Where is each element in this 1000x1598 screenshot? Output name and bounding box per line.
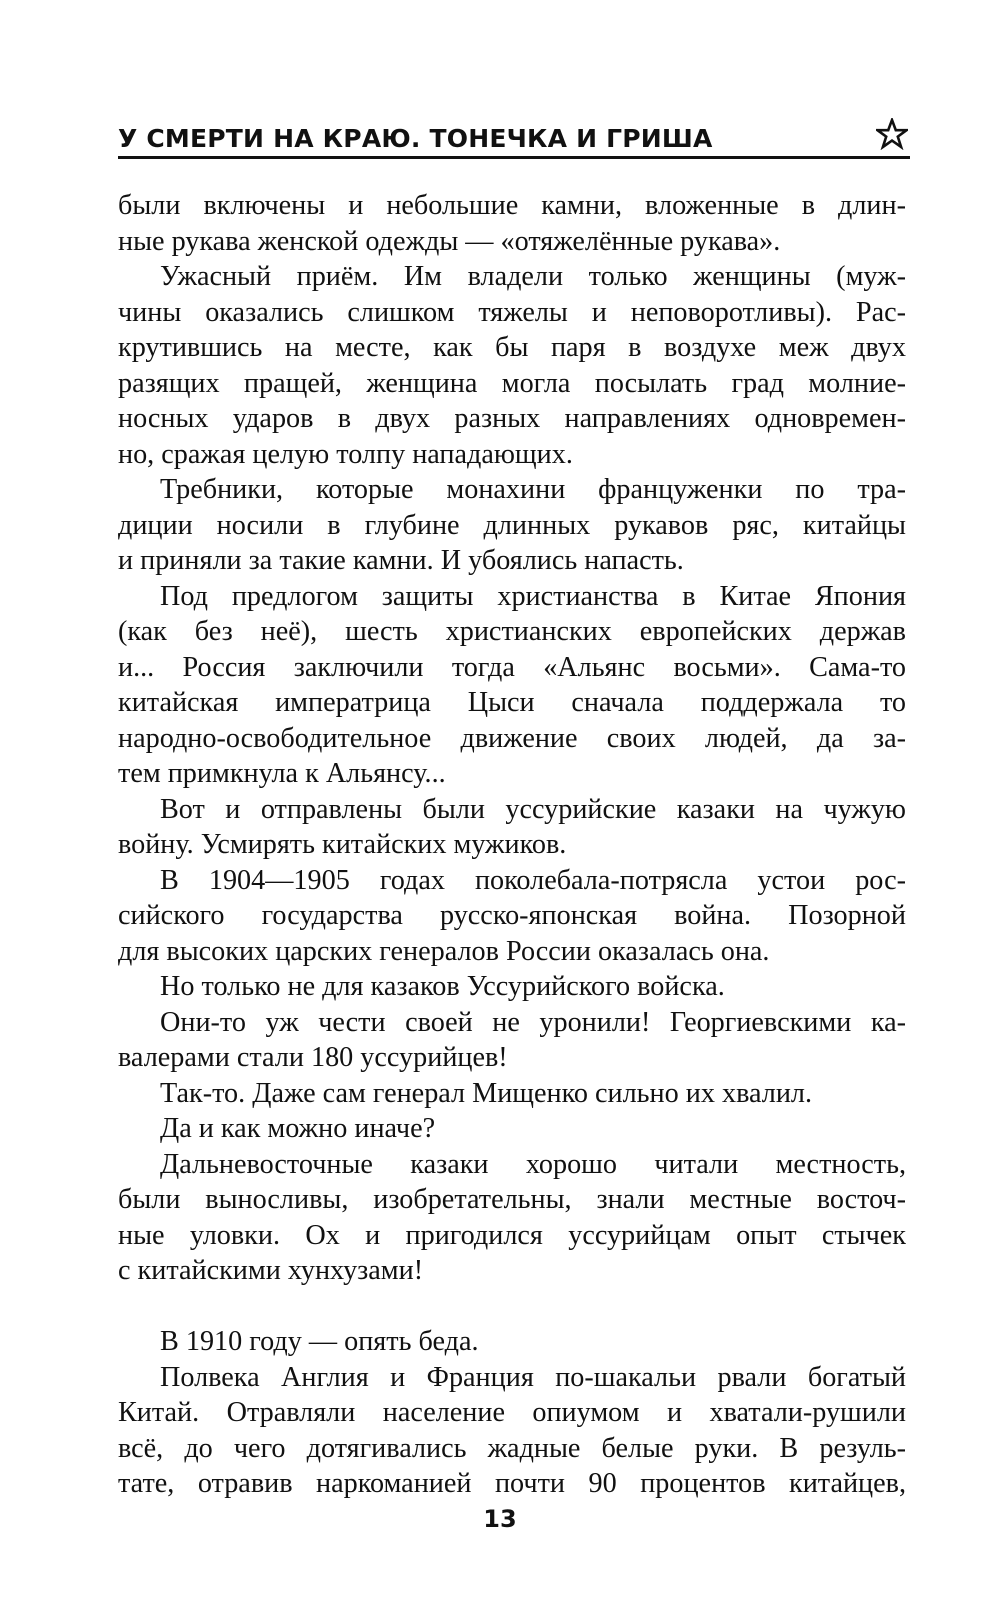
text-line: Ужасный приём. Им владели только женщины (муж- (160, 261, 906, 292)
text-line: войну. Усмирять китайских мужиков. (118, 829, 567, 860)
text-line: сийского государства русско-японская война. Позорной (118, 900, 906, 931)
text-line: но, сражая целую толпу нападающих. (118, 438, 573, 470)
text-line: ные рукава женской одежды — «отяжелённые рукава». (118, 225, 781, 257)
text-line: всё, до чего дотягивались жадные белые руки. В резуль- (118, 1432, 906, 1464)
text-line: были выносливы, изобретательны, знали местные восточ- (118, 1184, 906, 1215)
text-line: В 1910 году — опять беда. (160, 1326, 479, 1357)
text-line: Они-то уж чести своей не уронили! Георгиевскими ка- (160, 1006, 906, 1038)
text-line: носных ударов в двух разных направлениях одновремен- (118, 403, 906, 434)
text-line: тем примкнула к Альянсу... (118, 758, 446, 789)
text-line: ные уловки. Ох и пригодился уссурийцам опыт стычек (118, 1219, 906, 1251)
text-line: тате, отравив наркоманией почти 90 процентов китайцев, (118, 1468, 906, 1499)
text-line: Требники, которые монахини француженки по тра- (160, 474, 906, 505)
text-line: для высоких царских генералов России оказалась она. (118, 935, 770, 967)
text-line: Полвека Англия и Франция по-шакальи рвали богатый (160, 1361, 906, 1393)
text-line: чины оказались слишком тяжелы и неповоротливы). Рас- (118, 296, 906, 328)
text-line: народно-освободительное движение своих людей, да за- (118, 722, 906, 754)
text-line: Под предлогом защиты христианства в Китае Япония (160, 580, 906, 612)
text-line: Так-то. Даже сам генерал Мищенко сильно их хвалил. (160, 1077, 813, 1109)
header-rule (118, 156, 910, 159)
section-break (118, 1289, 906, 1325)
star-icon (876, 118, 908, 150)
text-line: китайская императрица Цыси сначала поддержала то (118, 687, 906, 718)
text-line: и... Россия заключили тогда «Альянс восьми». Сама-то (118, 651, 906, 683)
text-line: Вот и отправлены были уссурийские казаки на чужую (160, 793, 906, 825)
text-line: были включены и небольшие камни, вложенные в длин- (118, 190, 906, 221)
text-line: Но только не для казаков Уссурийского войска. (160, 971, 725, 1002)
running-head (118, 118, 910, 162)
text-line: и приняли за такие камни. И убоялись напасть. (118, 545, 684, 576)
text-line: с китайскими хунхузами! (118, 1255, 424, 1286)
text-line: валерами стали 180 уссурийцев! (118, 1042, 508, 1073)
text-line: В 1904—1905 годах поколебала-потрясла устои рос- (160, 864, 906, 896)
body-text (118, 188, 906, 1502)
running-title: У СМЕРТИ НА КРАЮ. ТОНЕЧКА И ГРИША (118, 124, 713, 153)
text-line: диции носили в глубине длинных рукавов ряс, китайцы (118, 509, 906, 541)
text-line: Да и как можно иначе? (160, 1113, 436, 1144)
text-line: Дальневосточные казаки хорошо читали местность, (160, 1148, 906, 1180)
text-line: крутившись на месте, как бы паря в воздухе меж двух (118, 332, 906, 363)
text-line: Китай. Отравляли население опиумом и хватали-рушили (118, 1397, 906, 1428)
text-line: (как без неё), шесть христианских европейских держав (118, 616, 906, 647)
text-line: разящих пращей, женщина могла посылать град молние- (118, 367, 906, 399)
page-number: 13 (483, 1505, 517, 1533)
